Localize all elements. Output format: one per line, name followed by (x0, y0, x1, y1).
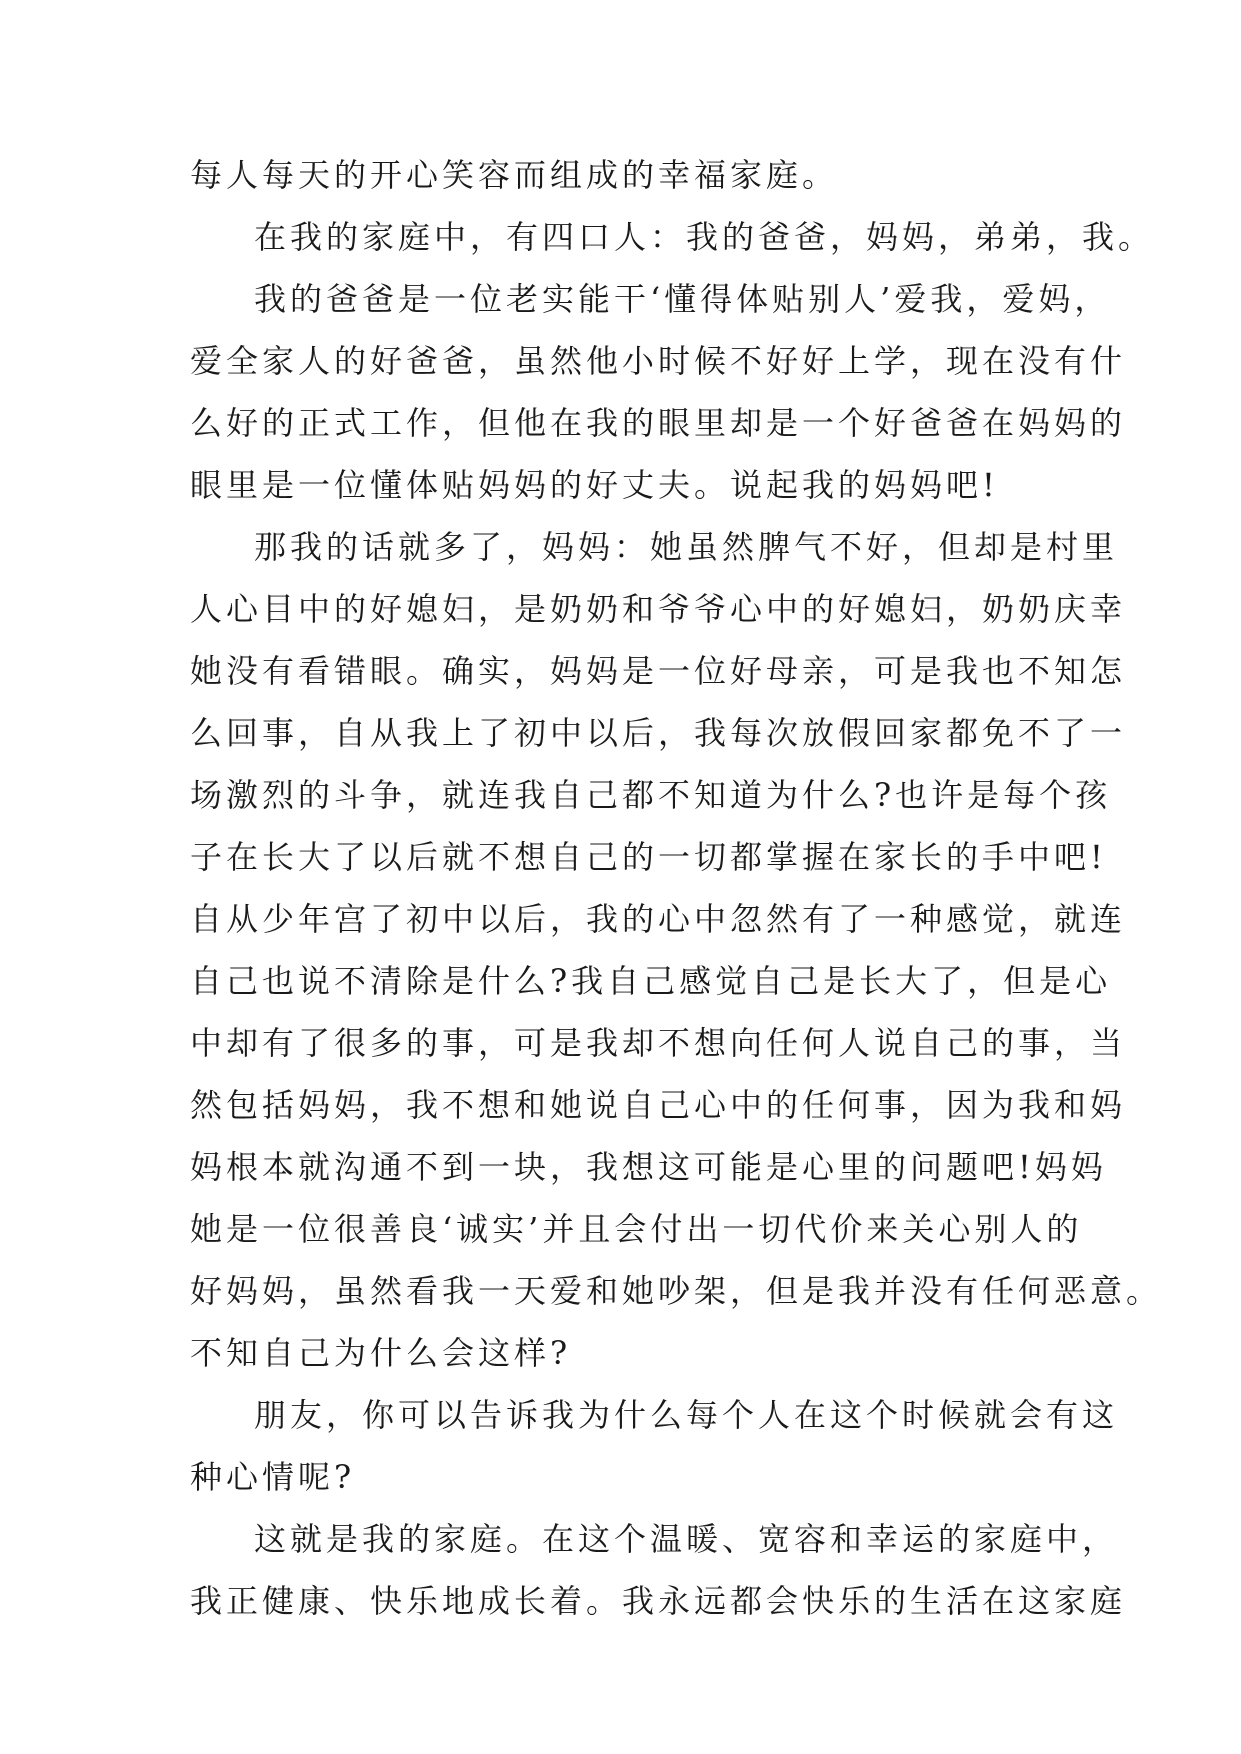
text-line: 她是一位很善良‘诚实’并且会付出一切代价来关心别人的 (190, 1210, 1083, 1248)
text-line: 不知自己为什么会这样? (190, 1334, 572, 1372)
text-line: 种心情呢? (190, 1458, 356, 1496)
text-line: 然包括妈妈，我不想和她说自己心中的任何事，因为我和妈 (190, 1086, 1127, 1124)
text-line: 自己也说不清除是什么?我自己感觉自己是长大了，但是心 (190, 962, 1112, 1000)
text-line: 她没有看错眼。确实，妈妈是一位好母亲，可是我也不知怎 (190, 652, 1127, 690)
text-line: 子在长大了以后就不想自己的一切都掌握在家长的手中吧! (190, 838, 1107, 876)
text-line: 么回事，自从我上了初中以后，我每次放假回家都免不了一 (190, 714, 1127, 752)
text-line: 中却有了很多的事，可是我却不想向任何人说自己的事，当 (190, 1024, 1127, 1062)
text-line: 我的爸爸是一位老实能干‘懂得体贴别人’爱我，爱妈， (254, 280, 1111, 318)
text-line: 每人每天的开心笑容而组成的幸福家庭。 (190, 156, 839, 194)
text-line: 我正健康、快乐地成长着。我永远都会快乐的生活在这家庭 (190, 1582, 1127, 1620)
text-line: 妈根本就沟通不到一块，我想这可能是心里的问题吧!妈妈 (190, 1148, 1107, 1186)
text-line: 场激烈的斗争，就连我自己都不知道为什么?也许是每个孩 (190, 776, 1112, 814)
text-line: 朋友，你可以告诉我为什么每个人在这个时候就会有这 (254, 1396, 1119, 1434)
text-line: 在我的家庭中，有四口人：我的爸爸，妈妈，弟弟，我。 (254, 218, 1155, 256)
text-line: 自从少年宫了初中以后，我的心中忽然有了一种感觉，就连 (190, 900, 1127, 938)
body-text (190, 144, 1163, 1632)
text-line: 好妈妈，虽然看我一天爱和她吵架，但是我并没有任何恶意。 (190, 1272, 1163, 1310)
text-line: 那我的话就多了，妈妈：她虽然脾气不好，但却是村里 (254, 528, 1119, 566)
text-line: 这就是我的家庭。在这个温暖、宽容和幸运的家庭中， (254, 1520, 1119, 1558)
text-line: 眼里是一位懂体贴妈妈的好丈夫。说起我的妈妈吧! (190, 466, 999, 504)
text-line: 爱全家人的好爸爸，虽然他小时候不好好上学，现在没有什 (190, 342, 1127, 380)
text-line: 人心目中的好媳妇，是奶奶和爷爷心中的好媳妇，奶奶庆幸 (190, 590, 1127, 628)
text-line: 么好的正式工作，但他在我的眼里却是一个好爸爸在妈妈的 (190, 404, 1127, 442)
